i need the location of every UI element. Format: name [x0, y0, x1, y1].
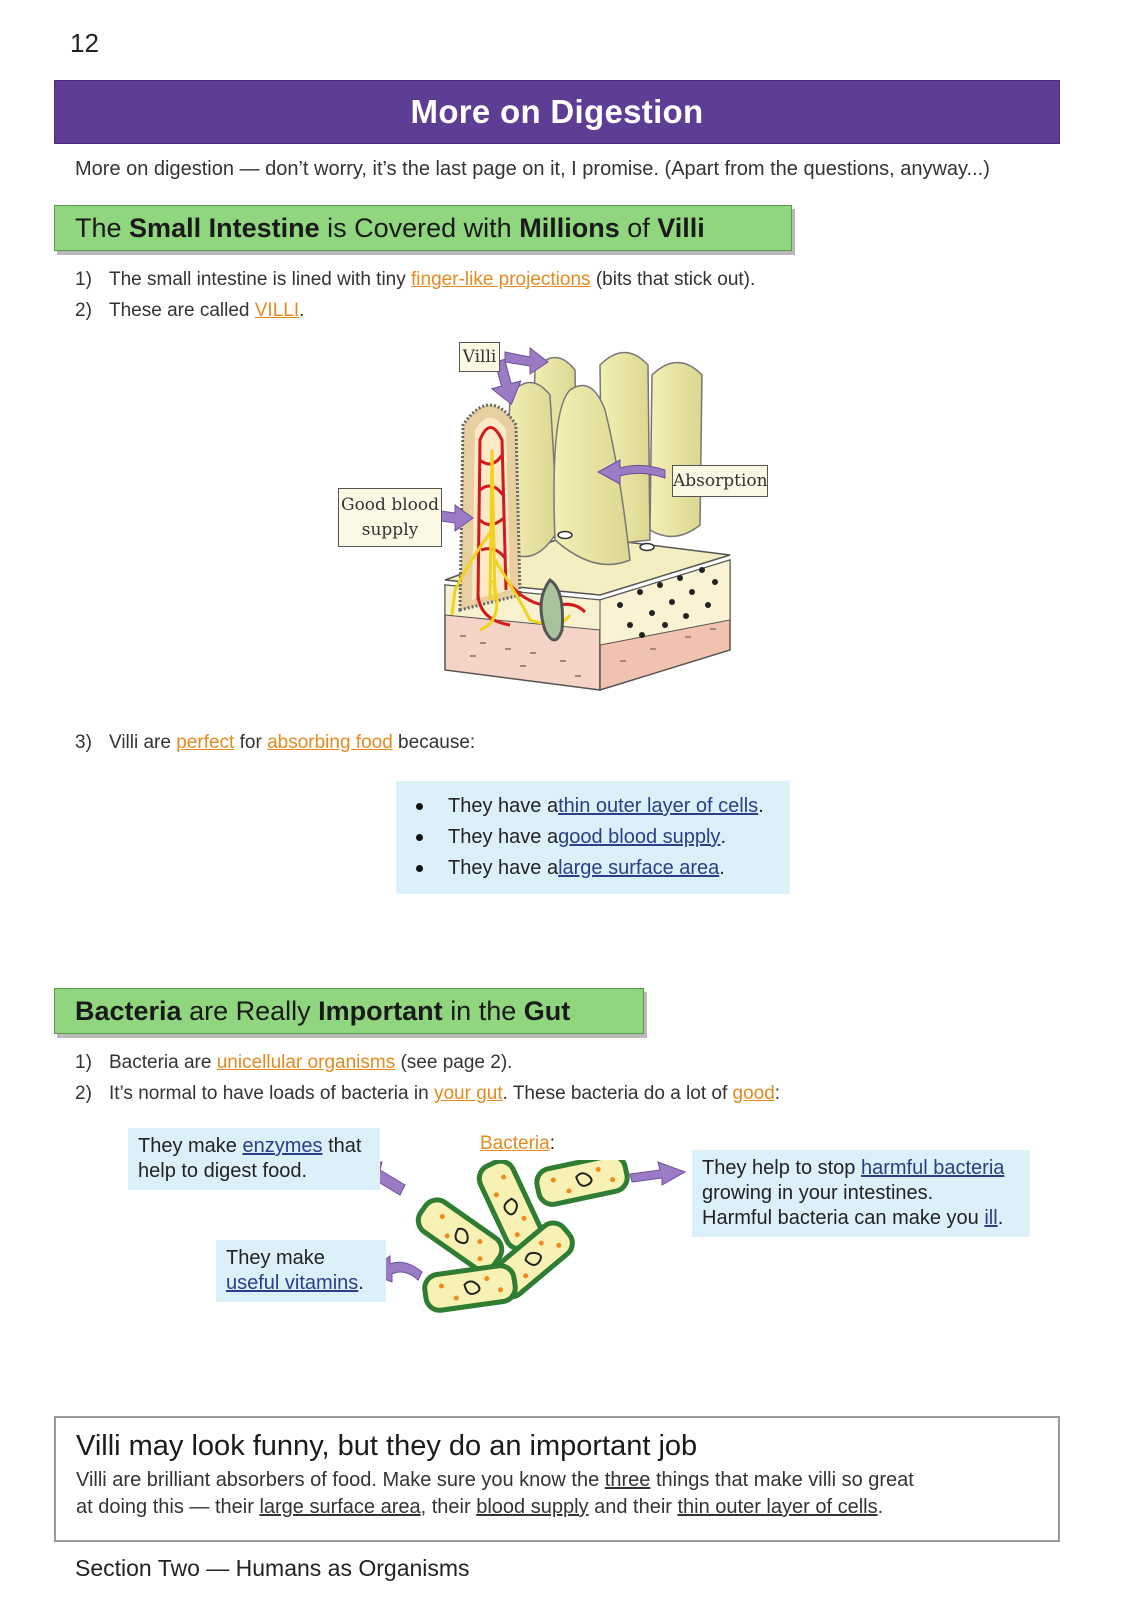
- list-number: 2): [75, 300, 92, 321]
- box-text: .: [997, 1207, 1004, 1229]
- heading-text: The: [75, 212, 122, 243]
- summary-box: [54, 1416, 1060, 1542]
- list-text: .: [299, 300, 305, 321]
- box-harmful-bacteria: [692, 1150, 1030, 1237]
- list-number: 2): [75, 1083, 92, 1104]
- arrow-harmful: [630, 1162, 685, 1185]
- list-text: The small intestine is lined with tiny: [109, 269, 412, 290]
- bullet-text: .: [720, 826, 726, 848]
- keyword-thin-outer-layer: thin outer layer of cells: [558, 795, 759, 817]
- label-line: supply: [361, 520, 419, 540]
- list-text: because:: [392, 732, 476, 753]
- box-enzymes: [128, 1128, 380, 1190]
- list-item: [75, 264, 755, 295]
- keyword-blood-supply: blood supply: [476, 1496, 589, 1518]
- villus: [650, 363, 702, 537]
- box-line: [226, 1271, 376, 1296]
- keyword-large-surface-area: large surface area: [259, 1496, 421, 1518]
- section-footer: Section Two — Humans as Organisms: [75, 1555, 470, 1581]
- summary-fragment: .: [877, 1496, 884, 1518]
- list-item: [75, 1047, 780, 1078]
- heading-bold: Villi: [657, 212, 705, 243]
- bullet-text: They have a: [448, 795, 559, 817]
- label-villi: Villi: [459, 342, 500, 372]
- list-number: 3): [75, 732, 92, 753]
- list-text: Villi are: [109, 732, 177, 753]
- box-text: They make: [138, 1135, 243, 1157]
- heading-text: of: [627, 212, 650, 243]
- bacteria-label: [480, 1133, 555, 1155]
- keyword-absorbing-food: absorbing food: [267, 732, 393, 753]
- keyword-good: good: [732, 1083, 775, 1104]
- list-text: . These bacteria do a lot of: [502, 1083, 733, 1104]
- bacteria-list: [75, 1047, 780, 1109]
- pore: [558, 532, 572, 539]
- keyword-thin-outer-layer: thin outer layer of cells: [677, 1496, 878, 1518]
- box-vitamins: [216, 1240, 386, 1302]
- box-text: Harmful bacteria can make you: [702, 1207, 985, 1229]
- box-text: that: [322, 1135, 362, 1157]
- box-line: growing in your intestines.: [702, 1182, 934, 1204]
- summary-fragment: , their: [420, 1496, 477, 1518]
- list-item: [75, 1078, 780, 1109]
- keyword-perfect: perfect: [176, 732, 235, 753]
- villi-intro-list: [75, 264, 755, 326]
- list-text: (see page 2).: [395, 1052, 513, 1073]
- list-item: [75, 295, 755, 326]
- box-line: [702, 1156, 1020, 1181]
- heading-text: is Covered with: [327, 212, 512, 243]
- bullet-item: [416, 791, 790, 822]
- list-text: :: [774, 1083, 781, 1104]
- box-text: They help to stop: [702, 1157, 861, 1179]
- intro-text: More on digestion — don’t worry, it’s the last page on it, I promise. (Apart from the questions, anyway...): [75, 158, 990, 180]
- label-good-blood-supply: [338, 488, 442, 547]
- heading-text: in the: [450, 995, 517, 1026]
- keyword-good-blood-supply: good blood supply: [558, 826, 721, 848]
- heading-bold: Bacteria: [75, 995, 182, 1026]
- keyword-bacteria: Bacteria: [480, 1133, 550, 1154]
- bullet-text: .: [758, 795, 764, 817]
- label-colon: :: [549, 1133, 555, 1154]
- bullet-text: .: [719, 857, 725, 879]
- page-title-bar: [54, 80, 1060, 144]
- bullet-item: [416, 822, 790, 853]
- section-heading-villi: [54, 205, 792, 251]
- summary-heading: Villi may look funny, but they do an important job: [76, 1430, 698, 1462]
- label-absorption: Absorption: [672, 465, 768, 497]
- summary-fragment: and their: [588, 1496, 678, 1518]
- box-line: help to digest food.: [138, 1160, 308, 1182]
- page-title: More on Digestion: [410, 93, 704, 130]
- keyword-your-gut: your gut: [433, 1083, 503, 1104]
- villi-reasons-box: [396, 781, 790, 894]
- list-number: 1): [75, 1052, 92, 1073]
- keyword-villi: VILLI: [254, 300, 300, 321]
- list-text: Bacteria are: [109, 1052, 217, 1073]
- box-line: [138, 1134, 370, 1159]
- heading-bold: Gut: [523, 995, 571, 1026]
- summary-fragment: Villi are brilliant absorbers of food. Make sure you know the: [76, 1469, 605, 1491]
- keyword-ill: ill: [984, 1207, 998, 1229]
- keyword-three: three: [604, 1469, 651, 1491]
- list-number: 1): [75, 269, 92, 290]
- bacterium: [423, 1264, 517, 1312]
- heading-bold: Millions: [519, 212, 620, 243]
- keyword-large-surface-area: large surface area: [558, 857, 720, 879]
- bullet-text: They have a: [448, 857, 559, 879]
- bullet-dot: [416, 834, 423, 841]
- summary-fragment: things that make villi so great: [650, 1469, 914, 1491]
- keyword-finger-like: finger-like projections: [411, 269, 591, 290]
- box-line: [702, 1206, 1020, 1231]
- heading-bold: Small Intestine: [129, 212, 320, 243]
- heading-text: are Really: [189, 995, 311, 1026]
- keyword-unicellular: unicellular organisms: [216, 1052, 396, 1073]
- list-text: It’s normal to have loads of bacteria in: [109, 1083, 434, 1104]
- summary-fragment: at doing this — their: [76, 1496, 260, 1518]
- section-heading-bacteria: [54, 988, 644, 1034]
- heading-bold: Important: [318, 995, 443, 1026]
- list-text: for: [234, 732, 268, 753]
- bullet-dot: [416, 803, 423, 810]
- summary-text: [76, 1467, 1038, 1521]
- label-line: Good blood: [340, 495, 439, 515]
- bacterium: [534, 1160, 630, 1207]
- box-text: .: [358, 1272, 364, 1294]
- pore: [640, 544, 654, 551]
- page-number: 12: [70, 28, 99, 58]
- list-text: (bits that stick out).: [590, 269, 756, 290]
- bacteria-diagram: [350, 1160, 710, 1330]
- keyword-enzymes: enzymes: [242, 1135, 323, 1157]
- list-text: These are called: [109, 300, 255, 321]
- keyword-harmful-bacteria: harmful bacteria: [860, 1157, 1005, 1179]
- villi-perfect-item: [75, 727, 475, 758]
- bullet-dot: [416, 865, 423, 872]
- bullet-text: They have a: [448, 826, 559, 848]
- keyword-useful-vitamins: useful vitamins: [226, 1272, 359, 1294]
- bullet-item: [416, 853, 790, 884]
- box-line: They make: [226, 1247, 325, 1269]
